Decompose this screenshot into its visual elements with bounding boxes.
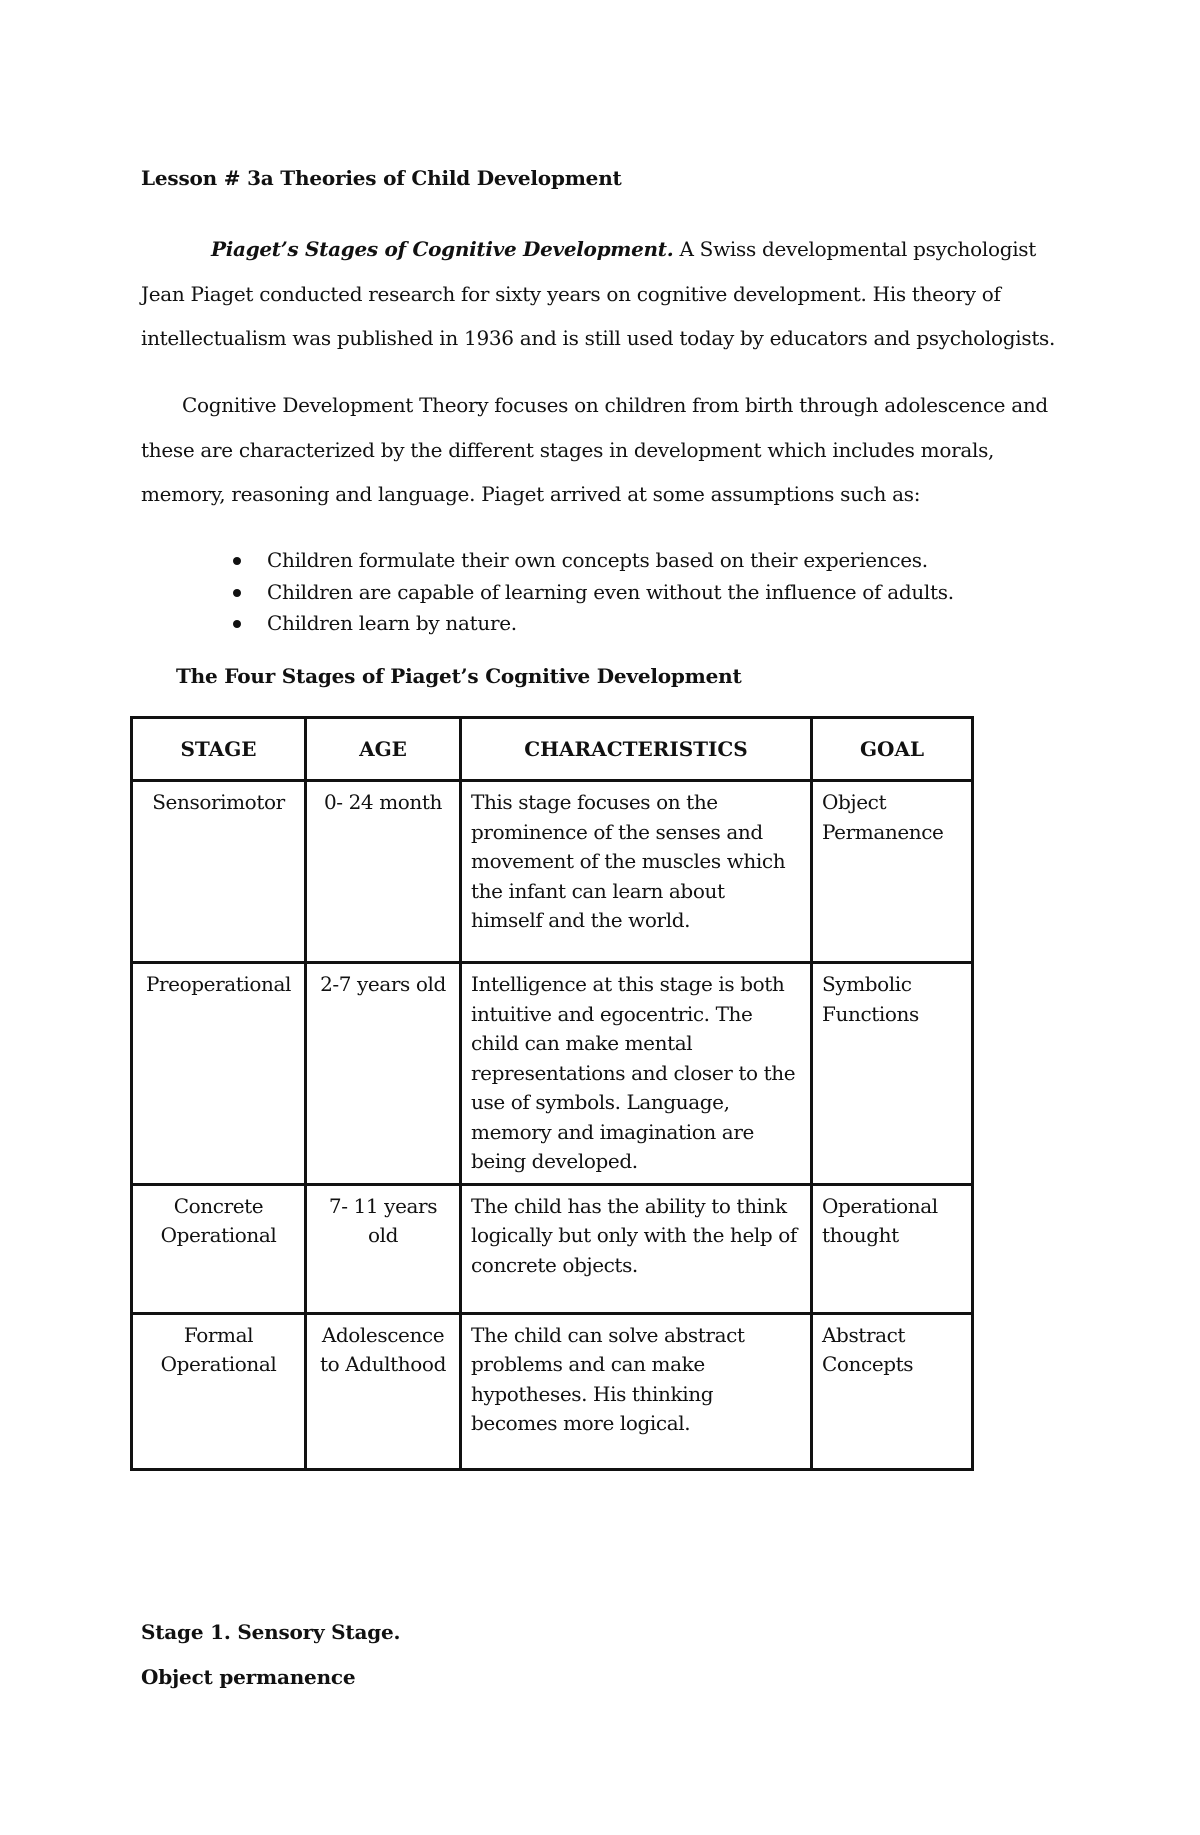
- table-heading: The Four Stages of Piaget’s Cognitive Development: [176, 664, 742, 688]
- cell-stage: Preoperational: [132, 963, 306, 1185]
- table-row: [132, 1313, 973, 1469]
- assumptions-list: [233, 545, 954, 640]
- cell-age: 7- 11 years old: [306, 1184, 461, 1313]
- stage1-subheading: Object permanence: [141, 1665, 356, 1689]
- table-row: [132, 963, 973, 1185]
- stages-table: [130, 716, 974, 1471]
- header-age: AGE: [306, 718, 461, 781]
- cell-stage: Concrete Operational: [132, 1184, 306, 1313]
- stage1-heading: Stage 1. Sensory Stage.: [141, 1620, 401, 1644]
- bullet-icon: [233, 620, 241, 628]
- bullet-icon: [233, 557, 241, 565]
- table-row: [132, 781, 973, 963]
- cell-age: Adolescence to Adulthood: [306, 1313, 461, 1469]
- list-item-text: Children formulate their own concepts based on their experiences.: [267, 548, 928, 572]
- table-row: [132, 1184, 973, 1313]
- table-header-row: [132, 718, 973, 781]
- cell-characteristics: The child can solve abstract problems and can make hypotheses. His thinking becomes more logical.: [461, 1313, 812, 1469]
- cell-stage: Formal Operational: [132, 1313, 306, 1469]
- header-goal: GOAL: [812, 718, 973, 781]
- cell-characteristics: Intelligence at this stage is both intuitive and egocentric. The child can make mental representations and closer to the use of symbols. Language, memory and imagination are being developed.: [461, 963, 812, 1185]
- intro-lead: Piaget’s Stages of Cognitive Development.: [211, 237, 674, 261]
- cell-goal: Operational thought: [812, 1184, 973, 1313]
- list-item: [233, 545, 954, 577]
- cell-goal: Object Permanence: [812, 781, 973, 963]
- list-item: [233, 577, 954, 609]
- header-stage: STAGE: [132, 718, 306, 781]
- cell-characteristics: The child has the ability to think logically but only with the help of concrete objects.: [461, 1184, 812, 1313]
- header-characteristics: CHARACTERISTICS: [461, 718, 812, 781]
- bullet-icon: [233, 589, 241, 597]
- list-item-text: Children are capable of learning even without the influence of adults.: [267, 579, 954, 604]
- cell-characteristics: This stage focuses on the prominence of the senses and movement of the muscles which the infant can learn about himself and the world.: [461, 781, 812, 963]
- cell-goal: Abstract Concepts: [812, 1313, 973, 1469]
- list-item: [233, 608, 954, 640]
- cell-goal: Symbolic Functions: [812, 963, 973, 1185]
- cell-age: 0- 24 month: [306, 781, 461, 963]
- list-item-text: Children learn by nature.: [267, 611, 517, 635]
- lesson-title: Lesson # 3a Theories of Child Development: [141, 166, 622, 190]
- cell-stage: Sensorimotor: [132, 781, 306, 963]
- intro-text: A Swiss developmental psychologist Jean Piaget conducted research for sixty years on cognitive development. His theory of intellectualism was published in 1936 and is still used today by educators and psychologists.: [141, 237, 1056, 350]
- intro-paragraph: [141, 227, 1071, 361]
- cognitive-theory-paragraph: Cognitive Development Theory focuses on children from birth through adolescence and these are characterized by the different stages in development which includes morals, memory, reasoning and language. Piaget arrived at some assumptions such as:: [141, 393, 1048, 506]
- cell-age: 2-7 years old: [306, 963, 461, 1185]
